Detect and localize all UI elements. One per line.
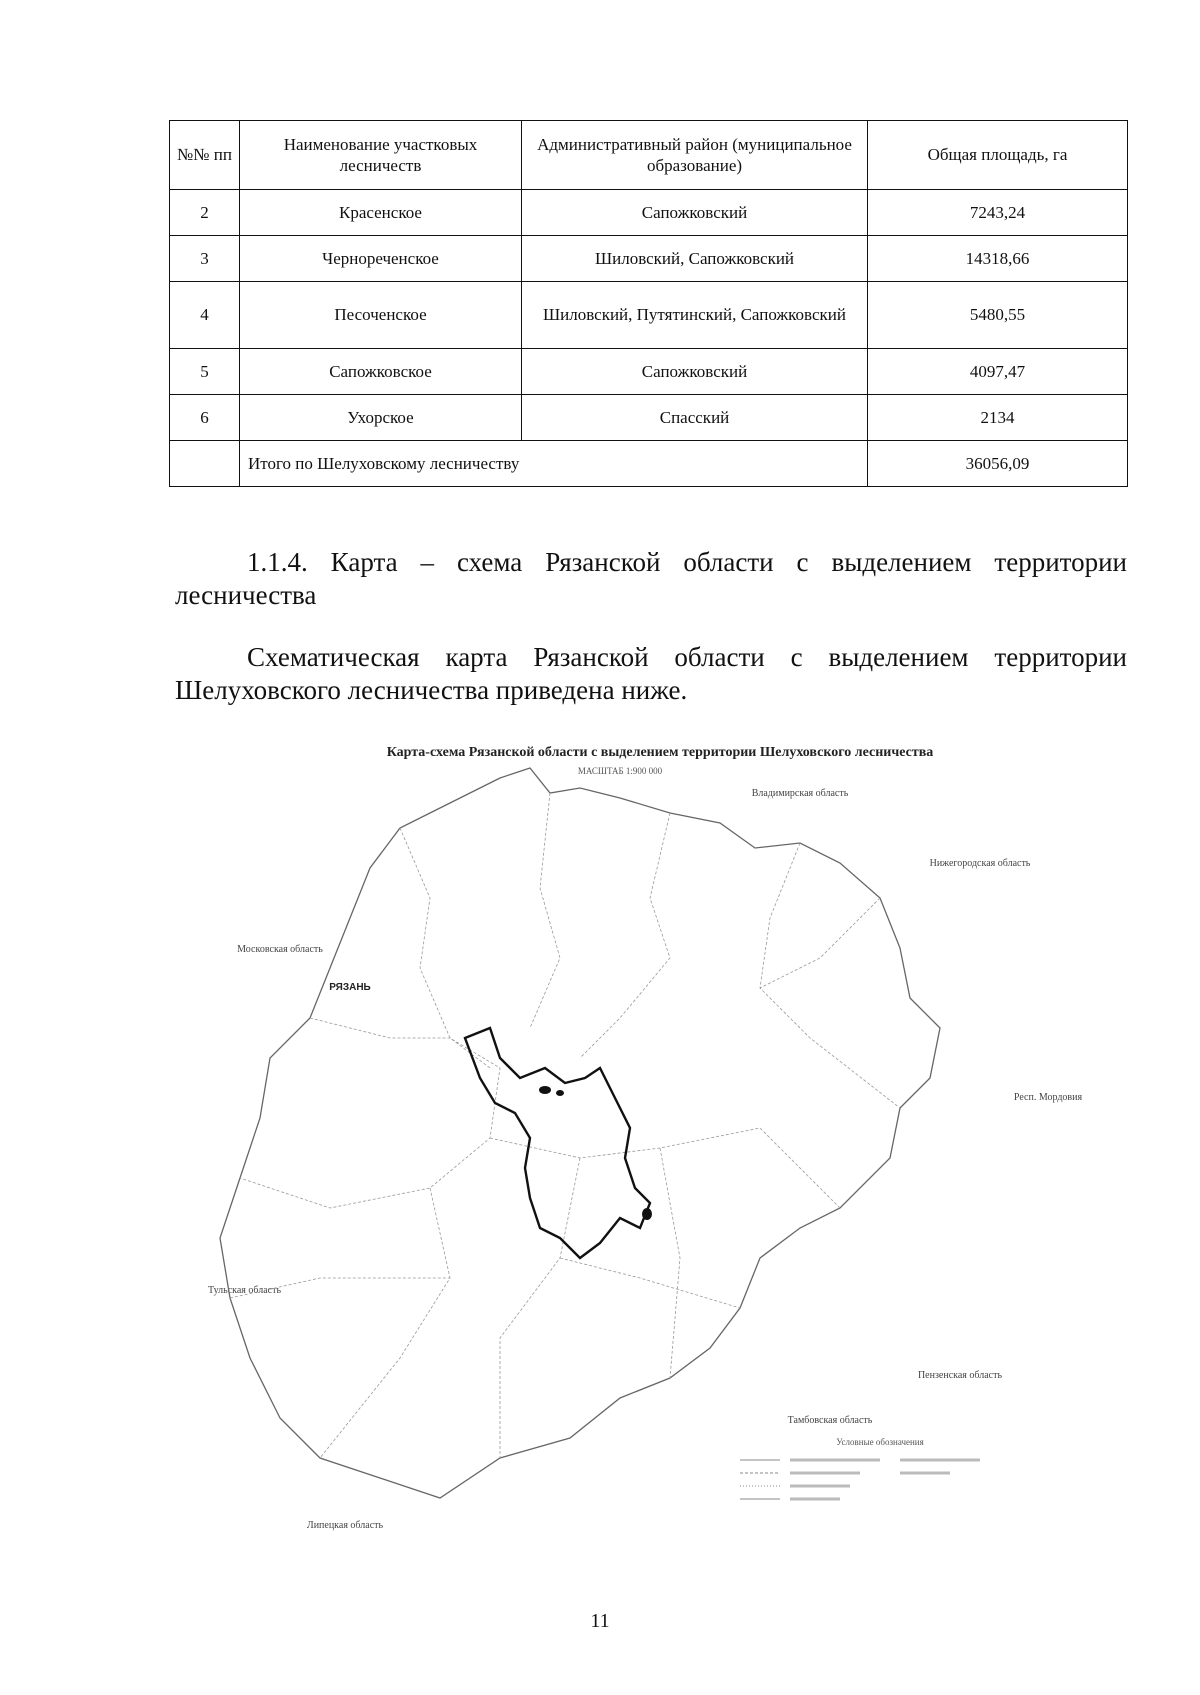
neighbor-vladimir: Владимирская область xyxy=(751,788,849,799)
cell-num: 4 xyxy=(170,282,240,349)
header-name: Наименование участковых лесничеств xyxy=(240,121,522,190)
region-outline xyxy=(220,768,940,1498)
cell-num: 5 xyxy=(170,349,240,395)
header-district: Административный район (муниципальное образование) xyxy=(522,121,868,190)
table-row xyxy=(170,395,1128,441)
neighbor-penza: Пензенская область xyxy=(917,1370,1003,1381)
total-label: Итого по Шелуховскому лесничеству xyxy=(240,441,868,487)
cell-num: 3 xyxy=(170,236,240,282)
cell-num: 2 xyxy=(170,190,240,236)
map-scale: МАСШТАБ 1:900 000 xyxy=(577,766,663,776)
section-paragraph xyxy=(175,641,1127,707)
section-heading xyxy=(175,546,1127,612)
neighbor-lipetsk: Липецкая область xyxy=(306,1520,384,1531)
neighbor-mordovia: Респ. Мордовия xyxy=(1013,1092,1083,1103)
table-total-row xyxy=(170,441,1128,487)
table-header-row xyxy=(170,121,1128,190)
cell-num-empty xyxy=(170,441,240,487)
neighbor-moscow: Московская область xyxy=(237,944,323,955)
map-title: Карта-схема Рязанской области с выделением территории Шелуховского лесничества xyxy=(386,745,934,760)
table-row xyxy=(170,190,1128,236)
cell-area: 7243,24 xyxy=(868,190,1128,236)
legend-title: Условные обозначения xyxy=(836,1437,924,1447)
section-paragraph-text: Схематическая карта Рязанской области с выделением территории Шелуховского лесничества приведена ниже. xyxy=(175,642,1127,705)
page-number: 11 xyxy=(590,1610,610,1632)
table-row xyxy=(170,282,1128,349)
table-row xyxy=(170,349,1128,395)
cell-district: Шиловский, Сапожковский xyxy=(522,236,868,282)
region-map xyxy=(200,738,1120,1558)
table-row xyxy=(170,236,1128,282)
cell-num: 6 xyxy=(170,395,240,441)
forestry-table xyxy=(169,120,1128,487)
cell-district: Сапожковский xyxy=(522,190,868,236)
cell-area: 5480,55 xyxy=(868,282,1128,349)
cell-district: Шиловский, Путятинский, Сапожковский xyxy=(522,282,868,349)
header-area: Общая площадь, га xyxy=(868,121,1128,190)
cell-area: 2134 xyxy=(868,395,1128,441)
cell-name: Чернореченское xyxy=(240,236,522,282)
forestry-territory-outline xyxy=(465,1028,650,1258)
neighbor-tula: Тульская область xyxy=(208,1285,282,1296)
neighbor-tambov: Тамбовская область xyxy=(787,1415,873,1426)
cell-name: Песоченское xyxy=(240,282,522,349)
map-city-ryazan: РЯЗАНЬ xyxy=(329,982,371,993)
total-area: 36056,09 xyxy=(868,441,1128,487)
neighbor-nizhny: Нижегородская область xyxy=(929,858,1031,869)
section-heading-text: 1.1.4. Карта – схема Рязанской области с выделением территории лесничества xyxy=(175,547,1127,610)
cell-name: Красенское xyxy=(240,190,522,236)
cell-name: Ухорское xyxy=(240,395,522,441)
cell-name: Сапожковское xyxy=(240,349,522,395)
region-map-svg xyxy=(200,738,1120,1558)
district-borders xyxy=(230,793,900,1458)
map-legend xyxy=(740,1437,980,1499)
cell-district: Сапожковский xyxy=(522,349,868,395)
cell-area: 14318,66 xyxy=(868,236,1128,282)
header-num: №№ пп xyxy=(170,121,240,190)
cell-area: 4097,47 xyxy=(868,349,1128,395)
cell-district: Спасский xyxy=(522,395,868,441)
